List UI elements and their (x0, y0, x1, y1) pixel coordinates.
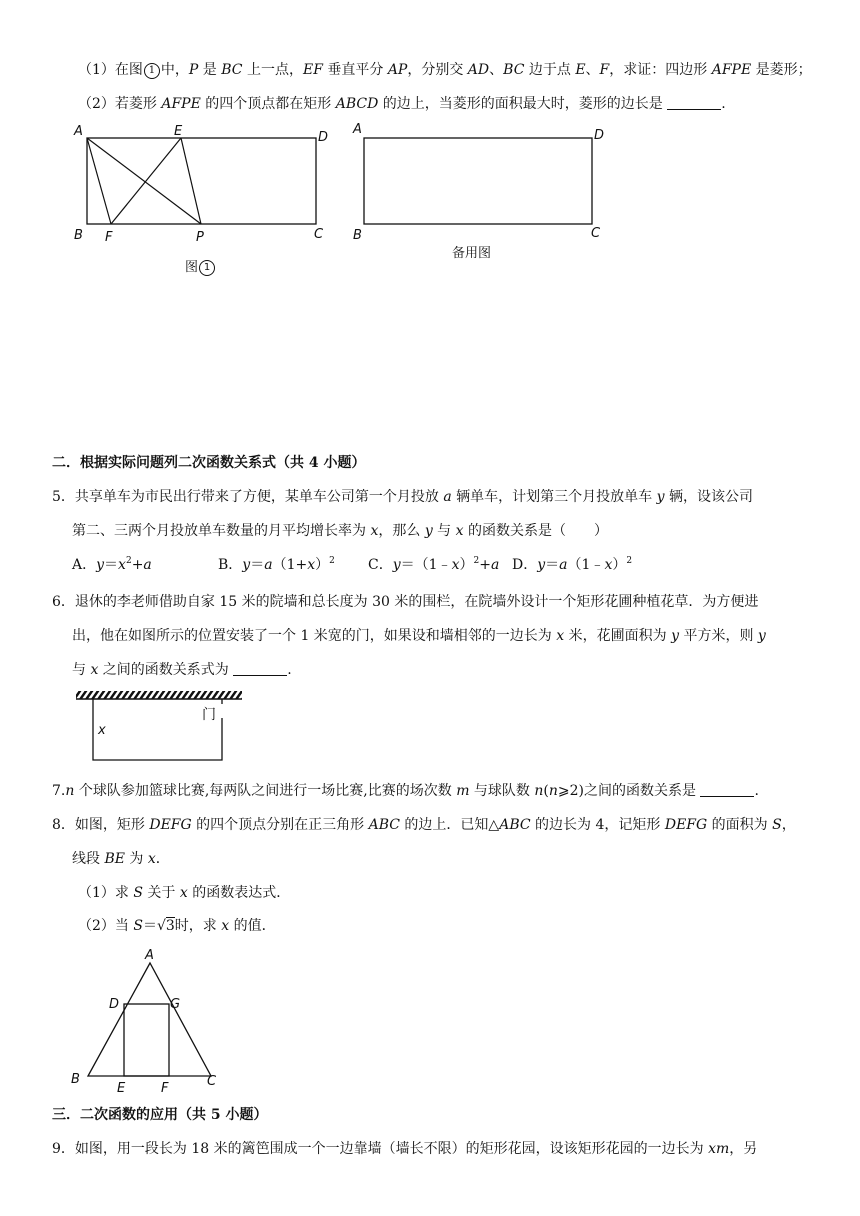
figure-1-rhombus-diagram (70, 120, 340, 270)
q6-line1: 6．退休的李老师借助自家 15 米的院墙和总长度为 30 米的围栏，在院墙外设计一个矩形花圃种植花草．为方便进 (52, 594, 759, 610)
q8-part1: （1）求 S 关于 x 的函数表达式． (78, 885, 291, 901)
label-F: F (161, 1081, 169, 1096)
answer-blank (667, 95, 721, 110)
answer-blank (233, 661, 287, 676)
label-E: E (174, 124, 183, 139)
figure-spare-rectangle (350, 120, 610, 250)
label-A: A (353, 122, 362, 137)
q5-option-B: B．$y=a(1+x)^2$ (218, 556, 335, 573)
q5-line1: 5．共享单车为市民出行带来了方便，某单车公司第一个月投放 a 辆单车，计划第三个月投放单车 y 辆，设该公司 (52, 489, 753, 505)
label-P: P (196, 230, 204, 245)
label-D: D (594, 128, 605, 143)
q8-line2: 线段 BE 为 x． (72, 851, 170, 867)
section-3-title: 三．二次函数的应用（共 5 小题） (52, 1107, 268, 1123)
q5-option-C: C．y＝（1﹣x）$^2$+a (368, 556, 500, 573)
q6-line2: 出，他在如图所示的位置安装了一个 1 米宽的门，如果设和墙相邻的一边长为 x 米，花圃面积为 y 平方米，则 y (72, 628, 766, 644)
label-G: G (170, 997, 181, 1012)
figure-1-caption: 图 1 (185, 256, 216, 276)
q8-part2: （2）当 S＝√3时，求 x 的值． (78, 918, 276, 934)
answer-blank (700, 782, 754, 797)
sqrt-icon: √ (156, 918, 166, 934)
label-door: 门 (202, 707, 216, 723)
label-F: F (105, 230, 113, 245)
section-2-title: 二．根据实际问题列二次函数关系式（共 4 小题） (52, 455, 366, 471)
label-E: E (117, 1081, 126, 1096)
q5-line2: 第二、三两个月投放单车数量的月平均增长率为 x，那么 y 与 x 的函数关系是（ ） (72, 523, 608, 539)
label-D: D (109, 997, 120, 1012)
label-C: C (591, 226, 601, 241)
q6-line3: 与 x 之间的函数关系式为 . (72, 662, 292, 678)
figure-spare-caption: 备用图 (452, 246, 492, 261)
figure-triangle-rectangle (66, 945, 236, 1095)
label-A: A (145, 948, 154, 963)
figure-mark: 1 (144, 63, 160, 79)
q9-line1: 9．如图，用一段长为 18 米的篱笆围成一个一边靠墙（墙长不限）的矩形花园，设该矩形花园的一边长为 xm，另 (52, 1141, 758, 1157)
label-D: D (318, 130, 329, 145)
label-A: A (74, 124, 83, 139)
q4-part1: （1）在图 1 中，P 是 BC 上一点，EF 垂直平分 AP，分别交 AD、BC 边于点 E、F，求证：四边形 AFPE 是菱形； (78, 62, 812, 78)
q5-option-A: A．$y=x^2+a$ (72, 556, 152, 573)
q7-text: 7.n 个球队参加篮球比赛,每两队之间进行一场比赛,比赛的场次数 m 与球队数 n(n⩾2)之间的函数关系是 . (52, 783, 759, 799)
label-C: C (207, 1074, 217, 1089)
figure-garden-wall (70, 686, 250, 766)
label-B: B (353, 228, 362, 243)
q5-option-D: D．y＝a（1﹣x）$^2$ (512, 556, 633, 573)
label-B: B (74, 228, 83, 243)
label-C: C (314, 227, 324, 242)
label-x: x (98, 723, 106, 738)
q8-line1: 8．如图，矩形 DEFG 的四个顶点分别在正三角形 ABC 的边上．已知△ABC 的边长为 4，记矩形 DEFG 的面积为 S， (52, 817, 796, 833)
q4-part2: （2）若菱形 AFPE 的四个顶点都在矩形 ABCD 的边上，当菱形的面积最大时，菱形的边长是 . (78, 96, 726, 112)
label-B: B (71, 1072, 80, 1087)
